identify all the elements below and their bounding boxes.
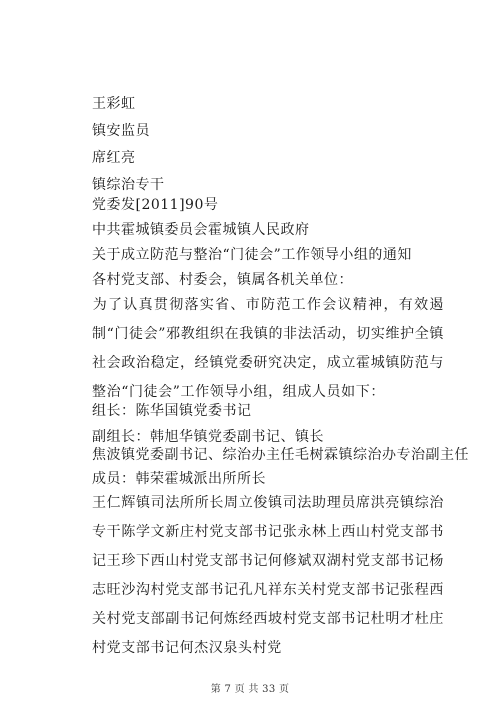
deputy-leader-line-2: 焦波镇党委副书记、综治办主任毛树霖镇综治办专治副主任 bbox=[92, 447, 469, 463]
deputy-leader-line: 副组长：韩旭华镇党委副书记、镇长 bbox=[92, 429, 324, 445]
text-line: 镇安监员 bbox=[92, 123, 150, 139]
main-paragraph bbox=[92, 291, 444, 407]
issuer: 中共霍城镇委员会霍城镇人民政府 bbox=[92, 222, 310, 238]
leader-line: 组长：陈华国镇党委书记 bbox=[92, 403, 252, 419]
document-number: 党委发[2011]90号 bbox=[92, 197, 219, 213]
page-footer: 第 7 页 共 33 页 bbox=[210, 684, 290, 695]
text-line: 王彩虹 bbox=[92, 96, 136, 112]
main-paragraph-text: 为了认真贯彻落实省、市防范工作会议精神，有效遏制“门徒会”邪教组织在我镇的非法活动，切实维护全镇社会政治稳定，经镇党委研究决定，成立霍城镇防范与整治“门徒会”工作领导小组，组成人员如下： bbox=[92, 297, 444, 400]
members-paragraph-text: 王仁辉镇司法所所长周立俊镇司法助理员席洪亮镇综治专干陈学文新庄村党支部书记张永林上西山村党支部书记王珍下西山村党支部书记何修斌双湖村党支部书记杨志旺沙沟村党支部书记孔凡祥东关村党支部书记张程西关村党支部副书记何炼经西坡村党支部书记杜明才杜庄村党支部书记何杰汉泉头村党 bbox=[92, 495, 444, 656]
text-line: 席红亮 bbox=[92, 150, 136, 166]
addressee: 各村党支部、村委会，镇属各机关单位： bbox=[92, 272, 353, 288]
document-title: 关于成立防范与整治“门徒会”工作领导小组的通知 bbox=[92, 247, 412, 263]
members-intro-line: 成员：韩荣霍城派出所所长 bbox=[92, 471, 266, 487]
members-paragraph bbox=[92, 489, 444, 663]
text-line: 镇综治专干 bbox=[92, 177, 165, 193]
